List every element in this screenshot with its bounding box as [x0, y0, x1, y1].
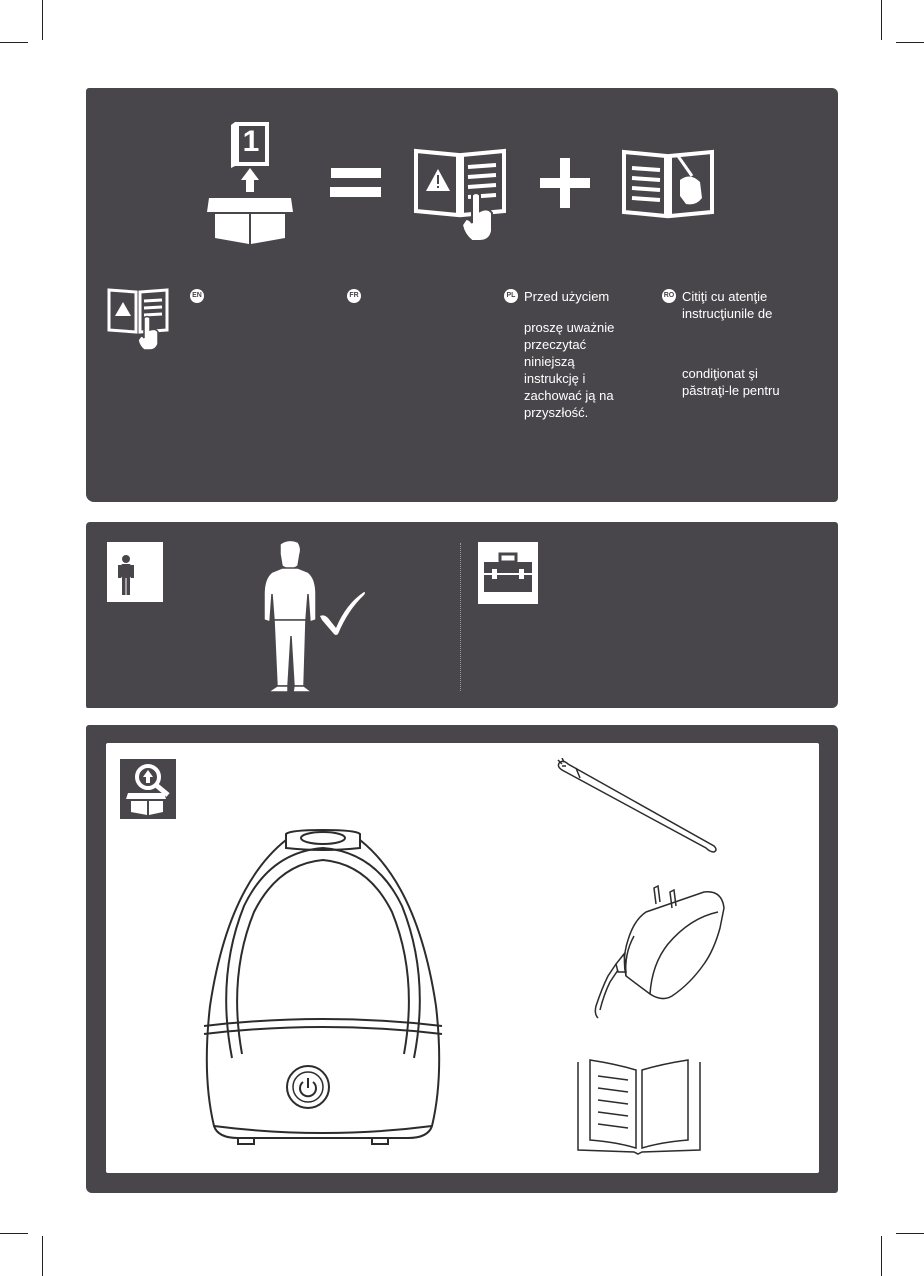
- box-number: 1: [242, 125, 260, 158]
- manual-booklet-icon: [572, 1058, 706, 1156]
- cleaning-brush-icon: [554, 758, 724, 854]
- person-icon: [107, 542, 163, 602]
- user-tools-divider: [460, 543, 461, 691]
- instruction-manual-icon: [620, 148, 716, 220]
- user-tools-panel: [86, 522, 838, 708]
- language-text-line: Citiţi cu atenţie: [682, 289, 768, 304]
- language-badge-pl: PL: [504, 289, 518, 303]
- power-adapter-icon: [594, 884, 728, 1020]
- language-badge-fr: FR: [347, 289, 361, 303]
- checkmark-icon: [318, 590, 368, 636]
- crop-mark: [896, 1233, 924, 1234]
- safety-manual-icon: [412, 145, 508, 245]
- crop-mark: [896, 42, 924, 43]
- crop-mark: [881, 1236, 882, 1276]
- language-badge-en: EN: [190, 289, 204, 303]
- crop-mark: [42, 1236, 43, 1276]
- language-badge-ro: RO: [662, 289, 676, 303]
- language-text-line: instrucţiunile de: [682, 306, 773, 321]
- toolbox-icon: [478, 542, 538, 604]
- standing-person-icon: [258, 538, 322, 696]
- language-text-body: proszę uważnie przeczytać niniejszą instrukcję i zachować ją na przyszłość.: [524, 320, 615, 420]
- crop-mark: [0, 42, 28, 43]
- language-text-body: condiţionat şi păstraţi-le pentru: [682, 366, 780, 398]
- equals-icon: [330, 168, 382, 198]
- language-text-line: Przed użyciem: [524, 289, 610, 304]
- inspect-box-icon: [120, 759, 176, 819]
- crop-mark: [881, 0, 882, 40]
- plus-icon: [540, 158, 590, 208]
- crop-mark: [0, 1233, 28, 1234]
- crop-mark: [42, 0, 43, 40]
- safety-manual-icon: [106, 286, 170, 352]
- power-button-icon: [285, 1064, 331, 1110]
